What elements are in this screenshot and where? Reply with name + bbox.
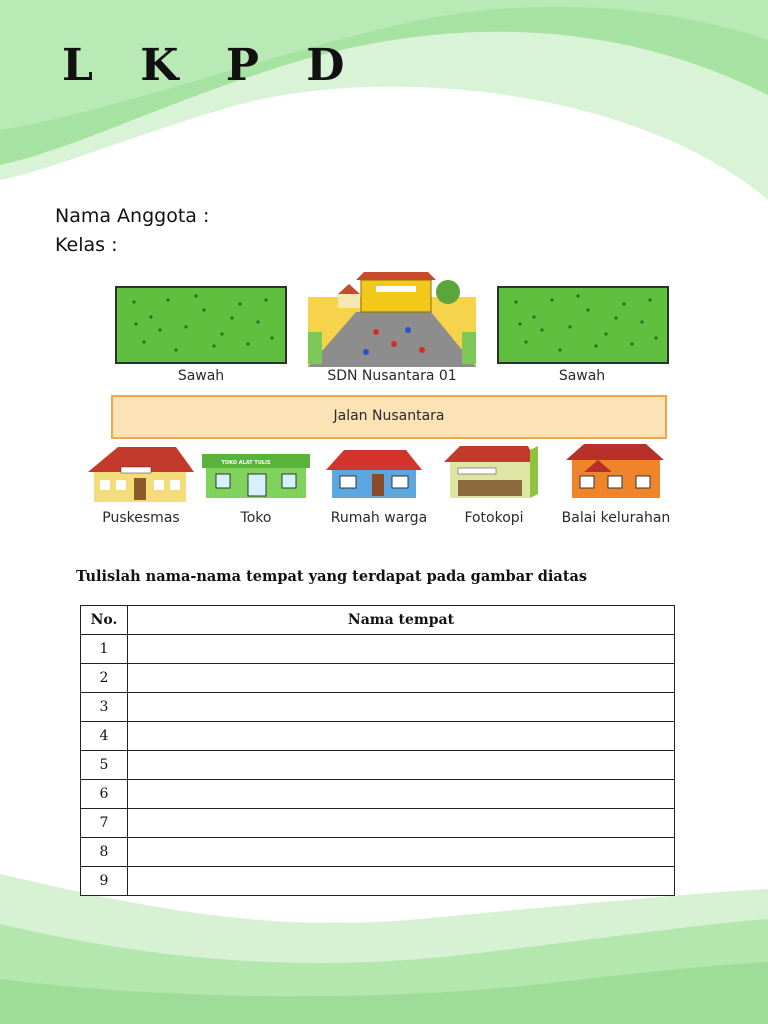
map-label-school: SDN Nusantara 01 — [327, 368, 457, 384]
school-building — [308, 272, 476, 367]
map-label-fotokopi: Fotokopi — [464, 510, 524, 526]
resident-house-building — [326, 450, 422, 498]
place-answer-cell[interactable] — [128, 780, 675, 809]
place-answer-cell[interactable] — [128, 693, 675, 722]
row-number: 9 — [81, 867, 128, 896]
table-row — [81, 867, 675, 896]
row-number: 3 — [81, 693, 128, 722]
map-label-sawah-left: Sawah — [177, 368, 225, 384]
puskesmas-building — [88, 447, 194, 502]
place-answer-cell[interactable] — [128, 867, 675, 896]
map-label-sawah-right: Sawah — [558, 368, 606, 384]
place-answer-cell[interactable] — [128, 722, 675, 751]
map-label-balai: Balai kelurahan — [561, 510, 671, 526]
map-label-road: Jalan Nusantara — [333, 408, 445, 424]
row-number: 4 — [81, 722, 128, 751]
table-row — [81, 693, 675, 722]
table-row — [81, 838, 675, 867]
map-label-rumah: Rumah warga — [330, 510, 428, 526]
stationery-shop-building — [202, 454, 310, 498]
village-hall-building — [566, 444, 664, 498]
table-row — [81, 635, 675, 664]
row-number: 6 — [81, 780, 128, 809]
photocopy-shop-building — [444, 446, 538, 498]
table-row — [81, 780, 675, 809]
map-label-puskesmas: Puskesmas — [102, 510, 180, 526]
map-illustration — [76, 272, 690, 538]
table-header-row — [81, 606, 675, 635]
worksheet-instruction: Tulislah nama-nama tempat yang terdapat pada gambar diatas — [76, 568, 588, 585]
row-number: 5 — [81, 751, 128, 780]
rice-field-left — [116, 287, 286, 363]
class-label: Kelas : — [55, 234, 118, 256]
header-wave-background — [0, 0, 768, 230]
place-answer-cell[interactable] — [128, 809, 675, 838]
table-row — [81, 751, 675, 780]
table-row — [81, 664, 675, 693]
place-answer-cell[interactable] — [128, 751, 675, 780]
table-row — [81, 809, 675, 838]
place-answer-cell[interactable] — [128, 838, 675, 867]
column-header-no: No. — [81, 606, 128, 635]
stationery-shop-sign: TOKO ALAT TULIS — [221, 460, 271, 466]
rice-field-right — [498, 287, 668, 363]
row-number: 1 — [81, 635, 128, 664]
place-answer-cell[interactable] — [128, 635, 675, 664]
page-title: L K P D — [62, 40, 361, 91]
map-label-toko: Toko — [240, 510, 272, 526]
places-table — [80, 605, 675, 896]
table-row — [81, 722, 675, 751]
member-name-label: Nama Anggota : — [55, 205, 210, 227]
neighborhood-map-image — [76, 272, 690, 538]
row-number: 2 — [81, 664, 128, 693]
place-answer-cell[interactable] — [128, 664, 675, 693]
row-number: 8 — [81, 838, 128, 867]
column-header-place: Nama tempat — [128, 606, 675, 635]
row-number: 7 — [81, 809, 128, 838]
